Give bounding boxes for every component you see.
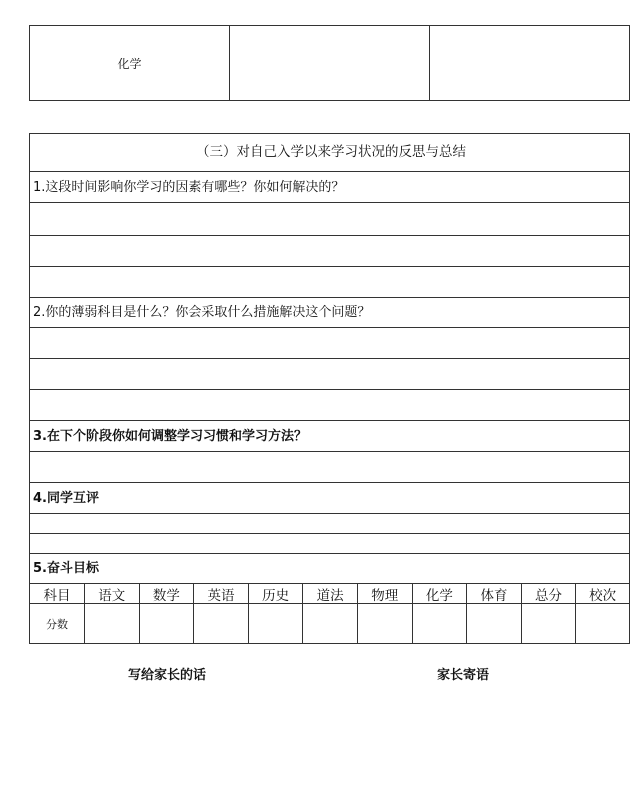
header-morality-law: 道法 bbox=[303, 584, 358, 603]
answer-line[interactable] bbox=[30, 236, 629, 267]
score-cell[interactable] bbox=[576, 604, 629, 643]
header-subject: 科目 bbox=[30, 584, 85, 603]
answer-line[interactable] bbox=[30, 203, 629, 236]
score-cell[interactable] bbox=[522, 604, 577, 643]
question-5: 5.奋斗目标 bbox=[30, 554, 629, 584]
score-cell[interactable] bbox=[194, 604, 249, 643]
header-physics: 物理 bbox=[358, 584, 413, 603]
score-cell[interactable] bbox=[303, 604, 358, 643]
answer-line[interactable] bbox=[30, 514, 629, 534]
parent-message-heading: 家长寄语 bbox=[437, 668, 490, 683]
reflection-table bbox=[29, 133, 630, 644]
question-4: 4.同学互评 bbox=[30, 483, 629, 514]
answer-line[interactable] bbox=[30, 534, 629, 554]
note-to-parents-heading: 写给家长的话 bbox=[128, 668, 207, 683]
score-cell[interactable] bbox=[467, 604, 522, 643]
question-1: 1.这段时间影响你学习的因素有哪些？你如何解决的？ bbox=[30, 172, 629, 203]
grade-score-row bbox=[30, 604, 629, 643]
score-cell[interactable] bbox=[249, 604, 304, 643]
answer-line[interactable] bbox=[30, 390, 629, 421]
blank-cell bbox=[430, 26, 629, 100]
top-table bbox=[29, 25, 630, 101]
header-chinese: 语文 bbox=[85, 584, 140, 603]
question-2: 2.你的薄弱科目是什么？你会采取什么措施解决这个问题？ bbox=[30, 298, 629, 328]
grade-header-row bbox=[30, 584, 629, 604]
question-3: 3.在下个阶段你如何调整学习习惯和学习方法？ bbox=[30, 421, 629, 452]
blank-cell bbox=[230, 26, 430, 100]
answer-line[interactable] bbox=[30, 452, 629, 483]
header-school-rank: 校次 bbox=[589, 587, 617, 604]
section-title: （三）对自己入学以来学习状况的反思与总结 bbox=[30, 134, 629, 172]
answer-line[interactable] bbox=[30, 267, 629, 298]
header-math: 数学 bbox=[140, 584, 195, 603]
subject-cell: 化学 bbox=[30, 26, 230, 100]
score-cell[interactable] bbox=[358, 604, 413, 643]
score-cell[interactable] bbox=[413, 604, 468, 643]
header-history: 历史 bbox=[249, 584, 304, 603]
grade-target-table bbox=[30, 584, 629, 643]
answer-line[interactable] bbox=[30, 359, 629, 390]
score-cell[interactable] bbox=[140, 604, 195, 643]
score-label: 分数 bbox=[30, 604, 85, 643]
score-cell[interactable] bbox=[85, 604, 140, 643]
header-pe: 体育 bbox=[467, 584, 522, 603]
header-total: 总分 bbox=[522, 584, 577, 603]
header-chemistry: 化学 bbox=[413, 584, 468, 603]
header-english: 英语 bbox=[194, 584, 249, 603]
answer-line[interactable] bbox=[30, 328, 629, 359]
